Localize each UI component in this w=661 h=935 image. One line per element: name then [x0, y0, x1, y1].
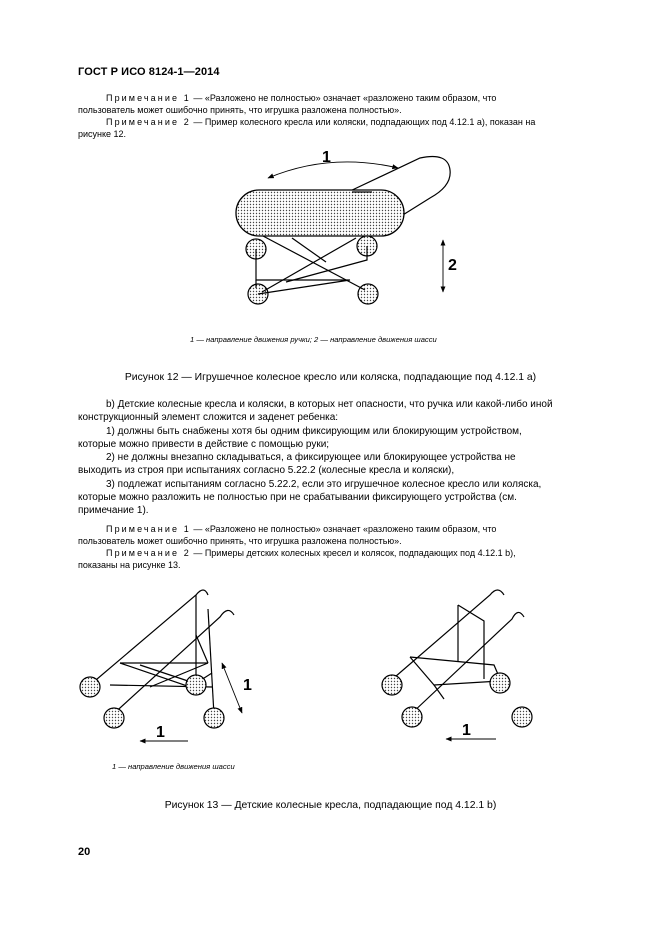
figure-12-legend: 1 — направление движения ручки; 2 — направление движения шасси: [190, 335, 437, 344]
wheel-icon: [204, 708, 224, 728]
wheel-icon: [512, 707, 532, 727]
stroller-right: [382, 590, 532, 739]
note-bottom-2: Примечание 2 — Примеры детских колесных кресел и колясок, подпадающих под 4.12.1 b), показаны на рисунке 13.: [78, 548, 516, 570]
note-top-2: Примечание 2 — Пример колесного кресла или коляски, подпадающих под 4.12.1 а), показан на рисунке 12.: [78, 117, 536, 139]
label-2: 2: [448, 257, 457, 274]
note-bottom-1: Примечание 1 — «Разложено не полностью» означает «разложено таким образом, что пользователь может ошибочно принять, что игрушка разложена полностью».: [78, 524, 497, 546]
label-1-left: 1: [156, 724, 165, 741]
note-label: Примечание 1: [106, 93, 191, 103]
document-header: ГОСТ Р ИСО 8124-1—2014: [78, 66, 220, 78]
wheel-icon: [80, 677, 100, 697]
wheel-icon: [402, 707, 422, 727]
note-label: Примечание 2: [106, 117, 191, 127]
paragraph-1: 1) должны быть снабжены хотя бы одним фиксирующим или блокирующим устройством, которые можно привести в действие с помощью руки;: [78, 426, 522, 451]
label-1-side: 1: [243, 677, 252, 694]
wheel-icon: [358, 284, 378, 304]
paragraph-2: 2) не должны внезапно складываться, а фиксирующее или блокирующее устройства не выходить из строя при испытаниях согласно 5.22.2 (колесные кресла и коляски),: [78, 452, 516, 477]
note-label: Примечание 1: [106, 524, 191, 534]
paragraph-b: b) Детские колесные кресла и коляски, в которых нет опасности, что ручка или какой-либо иной конструкционный элемент сложится и заденет ребенка:: [78, 399, 553, 424]
paragraph-3: 3) подлежат испытаниям согласно 5.22.2, если это игрушечное колесное кресло или коляска, которые можно разложить не полностью при не срабатывании фиксирующего устройства (см. примечание 1).: [78, 479, 542, 517]
page-number: 20: [78, 846, 91, 858]
figure-13-legend: 1 — направление движения шасси: [112, 762, 235, 771]
figure-13-drawing: [0, 575, 661, 755]
stroller-seat: [236, 190, 404, 236]
note-top-1: Примечание 1 — «Разложено не полностью» означает «разложено таким образом, что пользователь может ошибочно принять, что игрушка разложена полностью».: [78, 93, 497, 115]
note-label: Примечание 2: [106, 548, 191, 558]
wheel-icon: [490, 673, 510, 693]
wheel-icon: [104, 708, 124, 728]
figure-13-caption: Рисунок 13 — Детские колесные кресла, подпадающие под 4.12.1 b): [164, 800, 497, 811]
wheel-icon: [186, 675, 206, 695]
figure-12-drawing: [0, 140, 661, 340]
figure-12-caption: Рисунок 12 — Игрушечное колесное кресло или коляска, подпадающие под 4.12.1 а): [124, 372, 537, 383]
handle-direction-arrow: [268, 162, 398, 178]
stroller-left: [80, 590, 252, 741]
wheel-icon: [382, 675, 402, 695]
label-1: 1: [322, 149, 331, 166]
label-1-right: 1: [462, 722, 471, 739]
chassis-direction-arrow: [222, 663, 242, 713]
